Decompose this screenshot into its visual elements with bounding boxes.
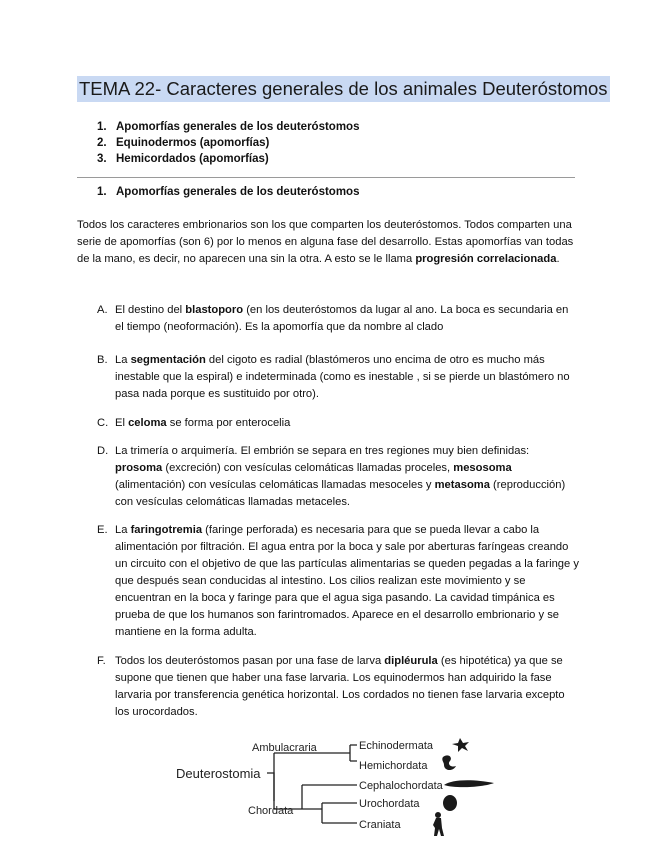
table-of-contents [97, 119, 359, 167]
toc-item [97, 119, 359, 135]
item-text: El destino del blastoporo (en los deuteróstomos da lugar al ano. La boca es secundaria en el tiempo (neoformación). Es la apomorfía que da nombre al clado [115, 304, 569, 333]
human-head-icon [435, 812, 441, 818]
section-heading [97, 184, 359, 200]
phylogenetic-tree-figure [152, 733, 502, 843]
horizontal-divider [77, 177, 575, 178]
list-item-d [97, 443, 579, 511]
human-body-icon [433, 818, 444, 836]
page-title: TEMA 22- Caracteres generales de los animales Deuteróstomos [77, 76, 610, 102]
section-title: Apomorfías generales de los deuteróstomos [116, 186, 360, 198]
taxon-echinodermata: Echinodermata [359, 740, 433, 752]
toc-item [97, 151, 359, 167]
olfactores-tips [322, 803, 357, 823]
item-text: El celoma se forma por enterocelia [115, 417, 291, 429]
list-item-b [97, 352, 579, 403]
list-item-f [97, 653, 579, 721]
item-letter: B. [97, 354, 108, 366]
toc-item [97, 135, 359, 151]
toc-label: Equinodermos (apomorfías) [116, 137, 270, 149]
list-item-c [97, 415, 579, 432]
toc-number: 2. [97, 137, 107, 149]
taxon-urochordata: Urochordata [359, 798, 420, 810]
root-branch [267, 773, 274, 801]
group-ambulacraria: Ambulacraria [252, 742, 317, 754]
taxon-craniata: Craniata [359, 819, 401, 831]
item-letter: A. [97, 304, 108, 316]
intro-paragraph: Todos los caracteres embrionarios son los que comparten los deuteróstomos. Todos comparten una serie de apomorfías (son 6) por lo menos en alguna fase del desarrollo. Estas apomorfías van todas de la mano, es decir, no aparecen una sin la otra. A esto se le llama progresión correlacionada. [77, 219, 574, 265]
item-letter: F. [97, 655, 106, 667]
item-letter: E. [97, 524, 108, 536]
toc-number: 3. [97, 153, 107, 165]
starfish-icon [452, 738, 469, 752]
taxon-cephalochordata: Cephalochordata [359, 780, 443, 792]
tunicate-icon [443, 795, 457, 811]
phylogenetic-tree [152, 733, 502, 843]
toc-number: 1. [97, 121, 107, 133]
acorn-worm-icon [442, 755, 456, 770]
item-text: La trimería o arquimería. El embrión se separa en tres regiones muy bien definidas: prosoma (excreción) con vesículas celomáticas llamadas proceles, mesosoma (alimentación) con vesículas celomáticas llamadas mesoceles y metasoma (reproducción) con vesículas celomáticas llamadas metaceles. [115, 445, 566, 508]
item-letter: C. [97, 417, 109, 429]
item-text: La segmentación del cigoto es radial (blastómeros uno encima de otro es mucho más inestable que la espiral) e indeterminada (como es inestable , si se pierde un blastómero no pasa nada porque es sustituido por otro). [115, 354, 570, 400]
toc-label: Apomorfías generales de los deuteróstomos [116, 121, 360, 133]
item-letter: D. [97, 445, 109, 457]
section-number: 1. [97, 186, 107, 198]
root-deuterostomia: Deuterostomia [176, 766, 261, 781]
list-item-a [97, 302, 579, 336]
item-text: La faringotremia (faringe perforada) es necesaria para que se pueda llevar a cabo la alimentación por filtración. El agua entra por la boca y sale por aberturas faríngeas creando un circuito con el objetivo de que las partículas alimentarias se queden pegadas a la faringe y que después sean conducidas al intestino. Los cilios realizan este movimiento y se encuentran en la boca y faringe para que el agua siga pasando. La cavidad timpánica es prueba de que los humanos son farintromados. Aparece en el desarrollo embrionario y se mantiene en la forma adulta. [115, 524, 579, 638]
ambulacraria-tips [350, 745, 357, 761]
group-chordata: Chordata [248, 805, 294, 817]
list-item-e [97, 522, 579, 641]
taxon-hemichordata: Hemichordata [359, 760, 428, 772]
lancelet-icon [444, 780, 494, 787]
bold-term: progresión correlacionada [415, 253, 557, 265]
toc-label: Hemicordados (apomorfías) [116, 153, 269, 165]
item-text: Todos los deuteróstomos pasan por una fase de larva dipléurula (es hipotética) ya que se supone que tienen que haber una fase larvaria. Los equinodermos han adquirido la fase larvaria por transferencia genética horizontal. Los cordados no tienen fase larvaria excepto los urocordados. [115, 655, 565, 718]
